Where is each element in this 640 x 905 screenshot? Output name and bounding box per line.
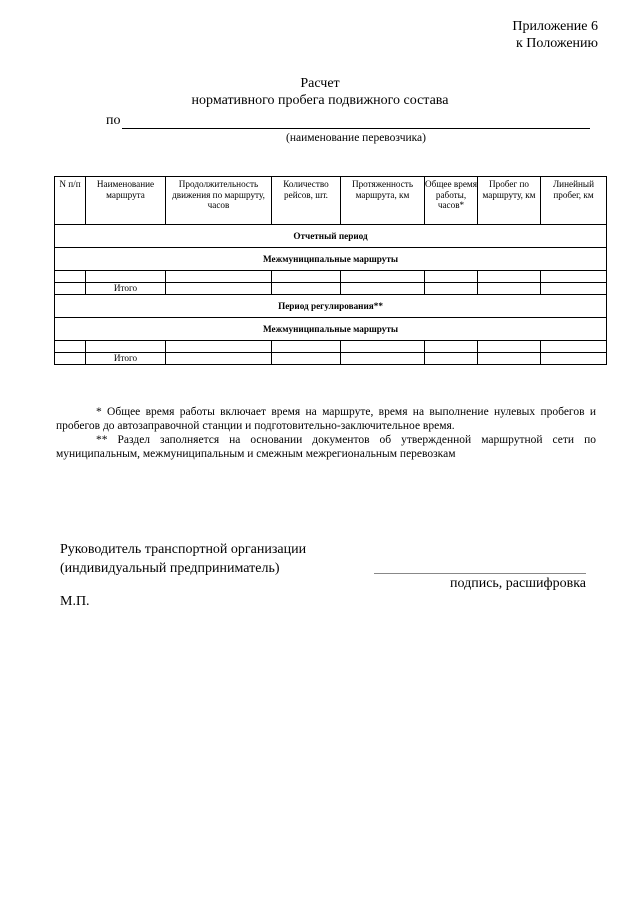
carrier-caption: (наименование перевозчика) [285,132,426,144]
table-header-row [55,177,607,225]
table-cell[interactable] [272,283,341,295]
section-row [55,318,607,341]
table-cell[interactable] [166,353,272,365]
carrier-name-line [122,128,590,129]
head-line-2: (индивидуальный предприниматель) [60,561,280,576]
section-intermunicipal-routes: Межмуниципальные маршруты [55,318,607,341]
total-row [55,353,607,365]
table-cell[interactable] [541,353,607,365]
section-intermunicipal-routes: Межмуниципальные маршруты [55,248,607,271]
table-cell[interactable] [272,271,341,283]
table-cell[interactable] [55,271,86,283]
appendix-label [512,18,598,52]
appendix-line-1: Приложение 6 [512,19,598,34]
table-cell[interactable] [272,341,341,353]
appendix-line-2: к Положению [515,36,598,51]
table-cell[interactable] [55,283,86,295]
table-row [55,271,607,283]
footnotes [56,405,596,461]
table-cell[interactable] [166,341,272,353]
table-cell[interactable] [86,341,166,353]
table-cell[interactable] [541,341,607,353]
mileage-table [54,176,607,365]
table-cell[interactable] [341,283,425,295]
head-line-1: Руководитель транспортной организации [60,542,307,557]
table-cell[interactable] [272,353,341,365]
footnote-2: ** Раздел заполняется на основании документов об утвержденной маршрутной сети по муниципальным, межмуниципальным и смежным межрегиональным перевозкам [56,434,596,460]
table-cell[interactable] [166,283,272,295]
header-total-time: Общее время работы, часов* [425,177,478,225]
signature-line [374,573,586,574]
table-cell[interactable] [478,353,541,365]
header-number: N п/п [55,177,86,225]
header-duration: Продолжительность движения по маршруту, часов [166,177,272,225]
total-label: Итого [86,353,166,365]
table-cell[interactable] [341,353,425,365]
table-cell[interactable] [425,353,478,365]
table-cell[interactable] [166,271,272,283]
organization-head-label [60,540,306,578]
table-cell[interactable] [478,271,541,283]
signature-caption: подпись, расшифровка [450,576,586,591]
section-regulation-period: Период регулирования** [55,295,607,318]
header-route-name: Наименование маршрута [86,177,166,225]
table-cell[interactable] [425,271,478,283]
table-cell[interactable] [86,271,166,283]
table-cell[interactable] [55,341,86,353]
section-row [55,225,607,248]
total-label: Итого [86,283,166,295]
total-row [55,283,607,295]
title-line-1: Расчет [300,76,340,91]
header-route-length: Протяженность маршрута, км [341,177,425,225]
section-reporting-period: Отчетный период [55,225,607,248]
header-linear-mileage: Линейный пробег, км [541,177,607,225]
table-cell[interactable] [541,271,607,283]
carrier-prefix: по [106,113,121,128]
table-cell[interactable] [55,353,86,365]
section-row [55,295,607,318]
section-row [55,248,607,271]
footnote-1: * Общее время работы включает время на маршруте, время на выполнение нулевых пробегов и пробегов до автозаправочной станции и подготовительно-заключительное время. [56,406,596,432]
title-line-2: нормативного пробега подвижного состава [191,93,449,108]
table-cell[interactable] [478,341,541,353]
table-cell[interactable] [341,341,425,353]
document-title [0,75,640,109]
table-cell[interactable] [425,341,478,353]
header-route-mileage: Пробег по маршруту, км [478,177,541,225]
table-cell[interactable] [341,271,425,283]
table-cell[interactable] [541,283,607,295]
stamp-label: М.П. [60,594,90,609]
table-cell[interactable] [425,283,478,295]
table-row [55,341,607,353]
header-trip-count: Количество рейсов, шт. [272,177,341,225]
table-cell[interactable] [478,283,541,295]
